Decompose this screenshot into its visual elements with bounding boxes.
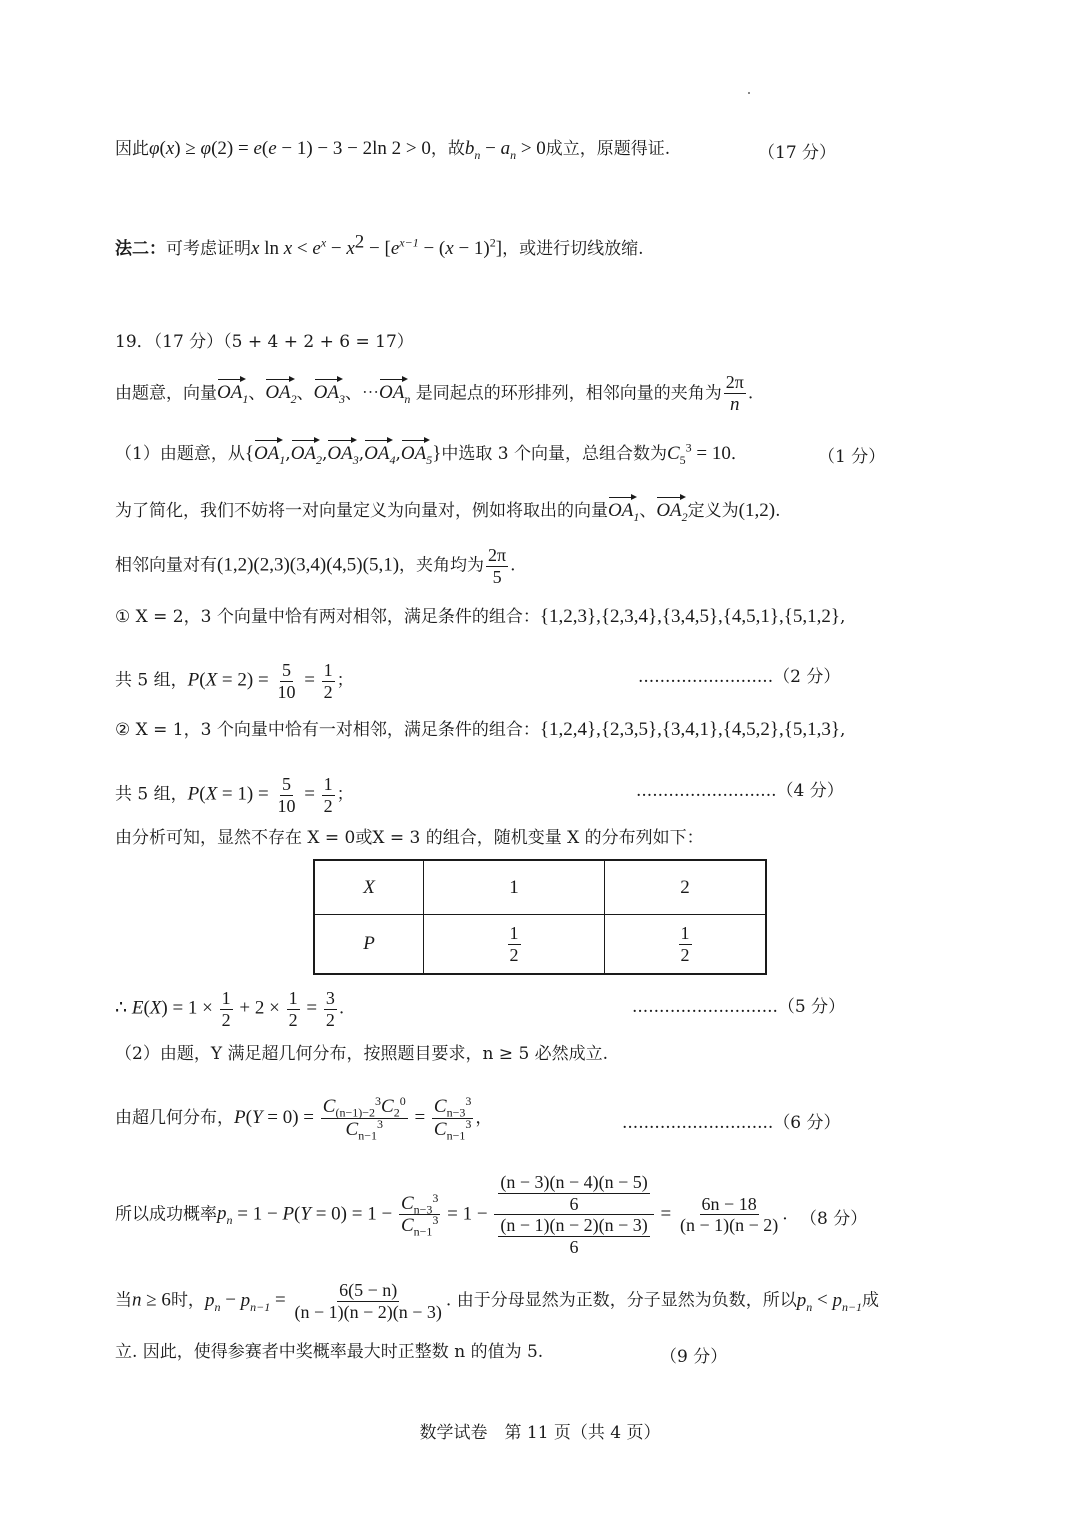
adjacent-pairs-line: 相邻向量对有(1,2)(2,3)(3,4)(4,5)(5,1)，夹角均为 $\frac{2\pi}{5}$ .: [115, 545, 516, 587]
scan-speck: [748, 92, 750, 94]
text-segment: 为了简化，我们不妨将一对向量定义为向量对，例如将取出的向量: [115, 501, 608, 521]
text-segment: 由题意，向量: [115, 383, 217, 404]
case-x1-line: ② X = 1，3 个向量中恰有一对相邻，满足条件的组合：{1,2,4},{2,3,5},{3,4,1},{4,5,2},{5,1,3},: [115, 719, 846, 740]
success-probability-line: 所以成功概率$p_n = 1 - P(Y = 0) = 1$ − $\frac{C_{n-3}^3}{C_{n-1}^3}$ = 1 − $\frac{\frac{(n - 3)(n - 4)(n - 5)}{6}}{\frac{(n - 1)(n - 2)(n - 3)}{6}}$ = $\frac{6n - 18}{(n - 1)(n - 2)}$ .: [115, 1172, 788, 1258]
page-footer: 数学试卷 第 11 页（共 4 页）: [419, 1423, 661, 1443]
question-19-heading: 19．（17 分）（5 + 4 + 2 + 6 = 17）: [115, 332, 414, 352]
text-segment: 成: [862, 1290, 880, 1311]
score-4: [636, 776, 844, 801]
distribution-table: [313, 859, 767, 975]
text-segment: 所以成功概率: [115, 1204, 217, 1225]
score-2: [638, 662, 840, 687]
text-segment: 时，: [170, 1290, 205, 1311]
table-cell-x1: 1: [424, 861, 605, 915]
leader-dots: ............................: [622, 1113, 774, 1133]
hypergeometric-line: 由超几何分布，P(Y = 0) = $\frac{C_{(n-1)-2}^3C_2^0}{C_{n-1}^3}$ = $\frac{C_{n-3}^3}{C_{n-1}^3}$ ，: [115, 1094, 493, 1143]
text-segment: 中选取 3 个向量，总组合数为: [441, 444, 667, 464]
part2-intro-line: （2）由题，Y 满足超几何分布，按照题目要求，n ≥ 5 必然成立.: [115, 1044, 609, 1064]
prob-x2-line: 共 5 组，P(X = 2) = $\frac{5}{10}$ = $\frac{1}{2}$ ；: [115, 660, 354, 702]
table-header-p: P: [315, 915, 424, 974]
text-segment: ，故: [430, 139, 465, 159]
text-segment: 可考虑证明: [166, 239, 251, 259]
combination-set: {1,2,3},{2,3,4},{3,4,5},{4,5,1},{5,1,2}: [539, 606, 841, 627]
frac-num: 1: [509, 922, 519, 943]
proof-conclusion-line: 因此φ(x) ≥ φ(2) = e(e − 1) − 3 − 2ln 2 > 0，故$b_n - a_n > 0$成立，原题得证.: [115, 138, 671, 162]
score-label: （5 分）: [777, 997, 846, 1017]
score-label: （2 分）: [773, 667, 841, 687]
score-6: [622, 1108, 841, 1133]
frac-num: 1: [680, 922, 690, 943]
part1-intro-line: （1）由题意，从$\{OA_1,OA_2,OA_3,OA_4,OA_5\}$中选取 3 个向量，总组合数为$C_5^3 = 10$．: [115, 437, 980, 466]
score-label: （4 分）: [776, 781, 844, 801]
table-header-x: X: [315, 861, 424, 915]
table-cell-p1: [424, 915, 605, 974]
table-cell-x2: 2: [605, 861, 766, 915]
leader-dots: ...........................: [632, 997, 778, 1017]
score-8: （8 分）: [800, 1209, 868, 1229]
method-two-line: 法二：可考虑证明x $\ln x < e^x - x^2 - [e^{x-1} - (x - 1)^2]$，或进行切线放缩.: [115, 231, 644, 259]
text-segment: ，或进行切线放缩.: [502, 239, 644, 259]
text-segment: 成立，原题得证.: [545, 139, 671, 159]
score-label: （6 分）: [773, 1113, 841, 1133]
text-segment: 由超几何分布，: [115, 1107, 234, 1128]
prob-x1-line: 共 5 组，P(X = 1) = $\frac{5}{10}$ = $\frac{1}{2}$ ；: [115, 774, 354, 816]
text-segment: （1）由题意，从: [115, 444, 245, 464]
text-segment: 相邻向量对有: [115, 555, 217, 576]
combination-set: {1,2,4},{2,3,5},{3,4,1},{4,5,2},{5,1,3}: [539, 719, 841, 740]
text-segment: . 由于分母显然为正数，分子显然为负数，所以: [445, 1290, 797, 1311]
text-segment: 因此: [115, 139, 149, 159]
monotonic-line: 当n ≥ 6时，$p_n - p_{n-1}$ = $\frac{6(5 - n)}{(n - 1)(n - 2)(n - 3)}$ . 由于分母显然为正数，分子显然为负数，所以$p_n < p_{n-1}$成: [115, 1280, 880, 1322]
score-1: （1 分）: [818, 447, 886, 467]
leader-dots: ..........................: [636, 781, 777, 801]
table-cell-p2: [605, 915, 766, 974]
case-x2-line: ① X = 2，3 个向量中恰有两对相邻，满足条件的组合：{1,2,3},{2,3,4},{3,4,5},{4,5,1},{5,1,2},: [115, 606, 846, 627]
text-segment: ① X = 2，3 个向量中恰有两对相邻，满足条件的组合：: [115, 607, 540, 627]
expectation-line: ∴ E(X) = 1 × $\frac{1}{2}$ + 2 × $\frac{1}{2}$ = $\frac{3}{2}$ .: [115, 988, 345, 1030]
text-segment: ，夹角均为: [399, 555, 485, 576]
method-label: 法二：: [115, 239, 166, 259]
text-segment: 是同起点的环形排列，相邻向量的夹角为: [415, 383, 722, 404]
text-segment: 定义为: [687, 501, 739, 521]
pair-definition-line: 为了简化，我们不妨将一对向量定义为向量对，例如将取出的向量$OA_1$、$OA_2$定义为(1,2).: [115, 494, 980, 523]
vector-setup-line: 由题意，向量$OA_1$、$OA_2$、$OA_3$、$\cdots OA_n$ 是同起点的环形排列，相邻向量的夹角为 $\frac{2\pi}{n}$ .: [115, 372, 754, 415]
score-17: （17 分）: [758, 143, 837, 163]
score-5: [632, 992, 845, 1017]
text-segment: ② X = 1，3 个向量中恰有一对相邻，满足条件的组合：: [115, 720, 540, 740]
text-segment: 当: [115, 1290, 132, 1311]
score-9: （9 分）: [660, 1347, 728, 1367]
frac-den: 2: [509, 944, 519, 965]
distribution-intro-line: 由分析可知，显然不存在 X = 0或X = 3 的组合，随机变量 X 的分布列如下：: [115, 828, 704, 848]
final-conclusion-line: [115, 1342, 980, 1362]
frac-den: 2: [680, 944, 690, 965]
text-segment: 共 5 组，: [115, 784, 188, 805]
text-segment: 共 5 组，: [115, 670, 188, 691]
leader-dots: .........................: [638, 667, 774, 687]
text-segment: 立. 因此，使得参赛者中奖概率最大时正整数 n 的值为 5.: [115, 1342, 544, 1362]
